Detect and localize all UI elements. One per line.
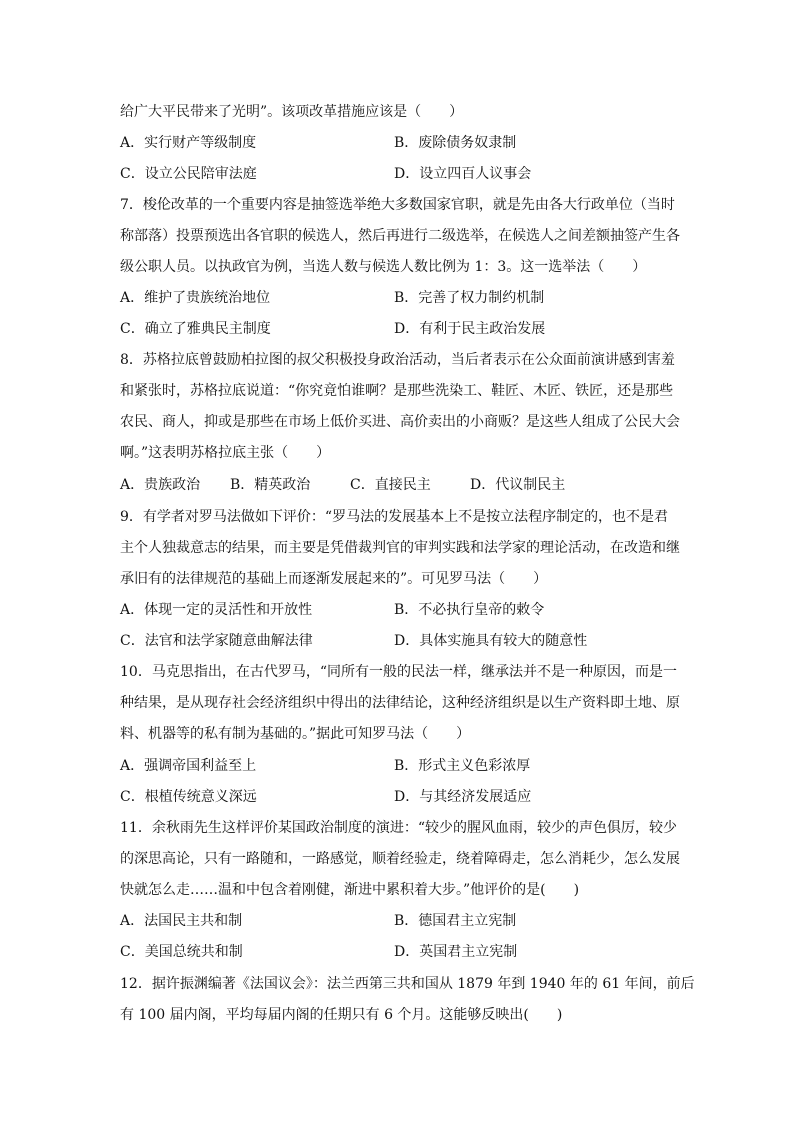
q10-stem-line: 种结果，是从现存社会经济组织中得出的法律结论，这种经济组织是以生产资料即土地、原 [120, 695, 680, 711]
q7-stem-line: 级公职人员。以执政官为例，当选人数与候选人数比例为 1：3。这一选举法（ ） [120, 259, 647, 275]
q6-option-d[interactable]: D．设立四百人议事会 [394, 166, 532, 182]
q8-option-d[interactable]: D．代议制民主 [470, 477, 566, 493]
q10-option-a[interactable]: A．强调帝国利益至上 [120, 758, 257, 774]
q12-stem-line: 12．据许振渊编著《法国议会》：法兰西第三共和国从 1879 年到 1940 年的 61 年间，前后 [120, 976, 695, 992]
q11-option-d[interactable]: D．英国君主立宪制 [394, 944, 518, 960]
q11-stem-line: 11．余秋雨先生这样评价某国政治制度的演进：“较少的腥风血雨，较少的声色俱厉，较少 [120, 820, 677, 836]
q6-stem-tail: 给广大平民带来了光明”。该项改革措施应该是（ ） [120, 104, 464, 120]
q10-option-c[interactable]: C．根植传统意义深远 [120, 789, 257, 805]
q10-stem-line: 料、机器等的私有制为基础的。”据此可知罗马法（ ） [120, 726, 471, 742]
q8-stem-line: 8．苏格拉底曾鼓励柏拉图的叔父积极投身政治活动，当后者表示在公众面前演讲感到害羞 [120, 352, 675, 368]
q9-stem-line: 主个人独裁意志的结果，而主要是凭借裁判官的审判实践和法学家的理论活动，在改造和继 [120, 540, 680, 556]
q8-stem-line: 农民、商人，抑或是那些在市场上低价买进、高价卖出的小商贩？是这些人组成了公民大会 [120, 414, 680, 430]
q7-stem-line: 称部落）投票预选出各官职的候选人，然后再进行二级选举，在候选人之间差额抽签产生各 [120, 228, 680, 244]
q8-stem-line: 啊。”这表明苏格拉底主张（ ） [120, 445, 331, 461]
q11-stem-line: 快就怎么走……温和中包含着刚健，渐进中累积着大步。”他评价的是( ) [120, 882, 580, 898]
q8-stem-line: 和紧张时，苏格拉底说道：“你究竟怕谁啊？是那些洗染工、鞋匠、木匠、铁匠，还是那些 [120, 383, 674, 399]
q7-option-c[interactable]: C．确立了雅典民主制度 [120, 321, 271, 337]
q7-stem-line: 7．梭伦改革的一个重要内容是抽签选举绝大多数国家官职，就是先由各大行政单位（当时 [120, 197, 675, 213]
q7-option-d[interactable]: D．有利于民主政治发展 [394, 321, 546, 337]
q9-stem-line: 9．有学者对罗马法做如下评价：“罗马法的发展基本上不是按立法程序制定的，也不是君 [120, 509, 669, 525]
q7-option-a[interactable]: A．维护了贵族统治地位 [120, 290, 271, 306]
q9-option-b[interactable]: B．不必执行皇帝的敕令 [394, 602, 545, 618]
q11-option-a[interactable]: A．法国民主共和制 [120, 913, 243, 929]
q8-option-a[interactable]: A．贵族政治 [120, 477, 201, 493]
q11-option-c[interactable]: C．美国总统共和制 [120, 944, 243, 960]
q8-option-b[interactable]: B．精英政治 [230, 477, 311, 493]
q9-stem-line: 承旧有的法律规范的基础上而逐渐发展起来的”。可见罗马法（ ） [120, 571, 548, 587]
q12-stem-line: 有 100 届内阁，平均每届内阁的任期只有 6 个月。这能够反映出( ) [120, 1007, 563, 1023]
q11-option-b[interactable]: B．德国君主立宪制 [394, 913, 517, 929]
q6-option-a[interactable]: A．实行财产等级制度 [120, 135, 257, 151]
q10-stem-line: 10．马克思指出，在古代罗马，“同所有一般的民法一样，继承法并不是一种原因，而是一 [120, 664, 677, 680]
q7-option-b[interactable]: B．完善了权力制约机制 [394, 290, 545, 306]
q11-stem-line: 的深思高论，只有一路随和，一路感觉，顺着经验走，绕着障碍走，怎么消耗少，怎么发展 [120, 851, 680, 867]
q9-option-d[interactable]: D．具体实施具有较大的随意性 [394, 633, 588, 649]
q9-option-a[interactable]: A．体现一定的灵活性和开放性 [120, 602, 313, 618]
q6-option-c[interactable]: C．设立公民陪审法庭 [120, 166, 257, 182]
q6-option-b[interactable]: B．废除债务奴隶制 [394, 135, 517, 151]
q8-option-c[interactable]: C．直接民主 [350, 477, 431, 493]
q9-option-c[interactable]: C．法官和法学家随意曲解法律 [120, 633, 313, 649]
q10-option-b[interactable]: B．形式主义色彩浓厚 [394, 758, 531, 774]
q10-option-d[interactable]: D．与其经济发展适应 [394, 789, 532, 805]
